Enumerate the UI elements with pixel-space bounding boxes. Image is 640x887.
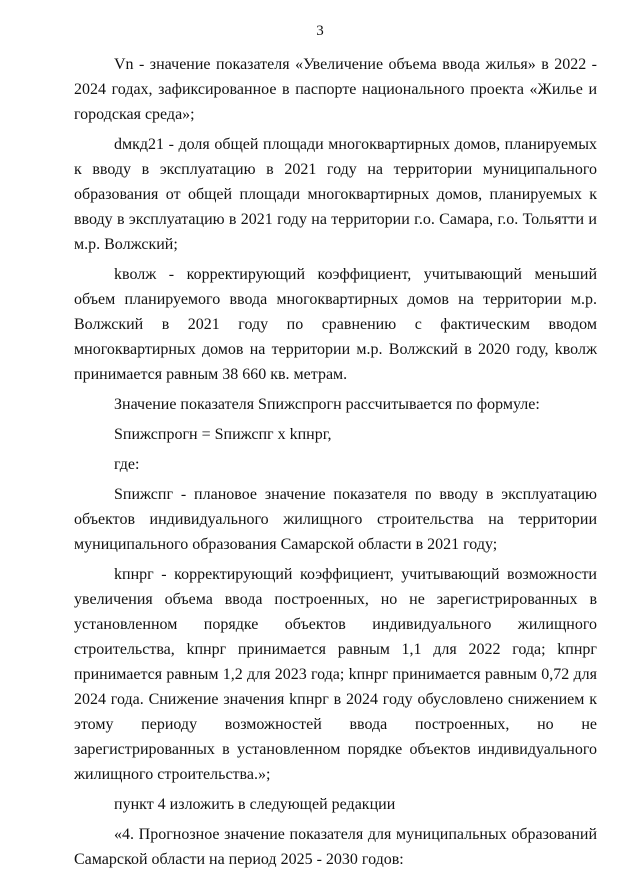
paragraph-formula-intro: Значение показателя Sпижспрогн рассчитывается по формуле: <box>114 396 540 413</box>
paragraph-sizhspg-definition: Sпижспг - плановое значение показателя по вводу в эксплуатацию объектов индивидуального жилищного строительства на территории муниципального образования Самарской области в 2021 году; <box>74 486 597 553</box>
document-body <box>74 52 597 872</box>
paragraph-formula: Sпижспрогн = Sпижспг x kпнрг, <box>114 426 332 443</box>
page-number: 3 <box>316 23 324 39</box>
paragraph-kpnrg-definition: kпнрг - корректирующий коэффициент, учитывающий возможности увеличения объема ввода построенных, но не зарегистрированных в установленном порядке объектов индивидуального жилищного строительства, kпнрг принимается равным 1,1 для 2022 года; kпнрг принимается равным 1,2 для 2023 года; kпнрг принимается равным 0,72 для 2024 года. Снижение значения kпнрг в 2024 году обусловлено снижением к этому периоду возможностей ввода построенных, но не зарегистрированных в установленном порядке объектов индивидуального жилищного строительства.»; <box>74 566 597 783</box>
paragraph-where: где: <box>114 456 140 473</box>
paragraph-vn-definition: Vn - значение показателя «Увеличение объема ввода жилья» в 2022 - 2024 годах, зафиксированное в паспорте национального проекта «Жилье и городская среда»; <box>74 56 597 123</box>
paragraph-point-4-edit: пункт 4 изложить в следующей редакции <box>114 796 396 813</box>
paragraph-point-4-text: «4. Прогнозное значение показателя для муниципальных образований Самарской области на период 2025 - 2030 годов: <box>74 826 597 868</box>
paragraph-dmkd21-definition: dмкд21 - доля общей площади многоквартирных домов, планируемых к вводу в эксплуатацию в 2021 году на территории муниципального образования от общей площади многоквартирных домов, планируемых к вводу в эксплуатацию в 2021 году на территории г.о. Самара, г.о. Тольятти и м.р. Волжский; <box>74 136 597 253</box>
paragraph-kvolzh-definition: kволж - корректирующий коэффициент, учитывающий меньший объем планируемого ввода многоквартирных домов на территории м.р. Волжский в 2021 году по сравнению с фактическим вводом многоквартирных домов на территории м.р. Волжский в 2020 году, kволж принимается равным 38 660 кв. метрам. <box>74 266 597 383</box>
